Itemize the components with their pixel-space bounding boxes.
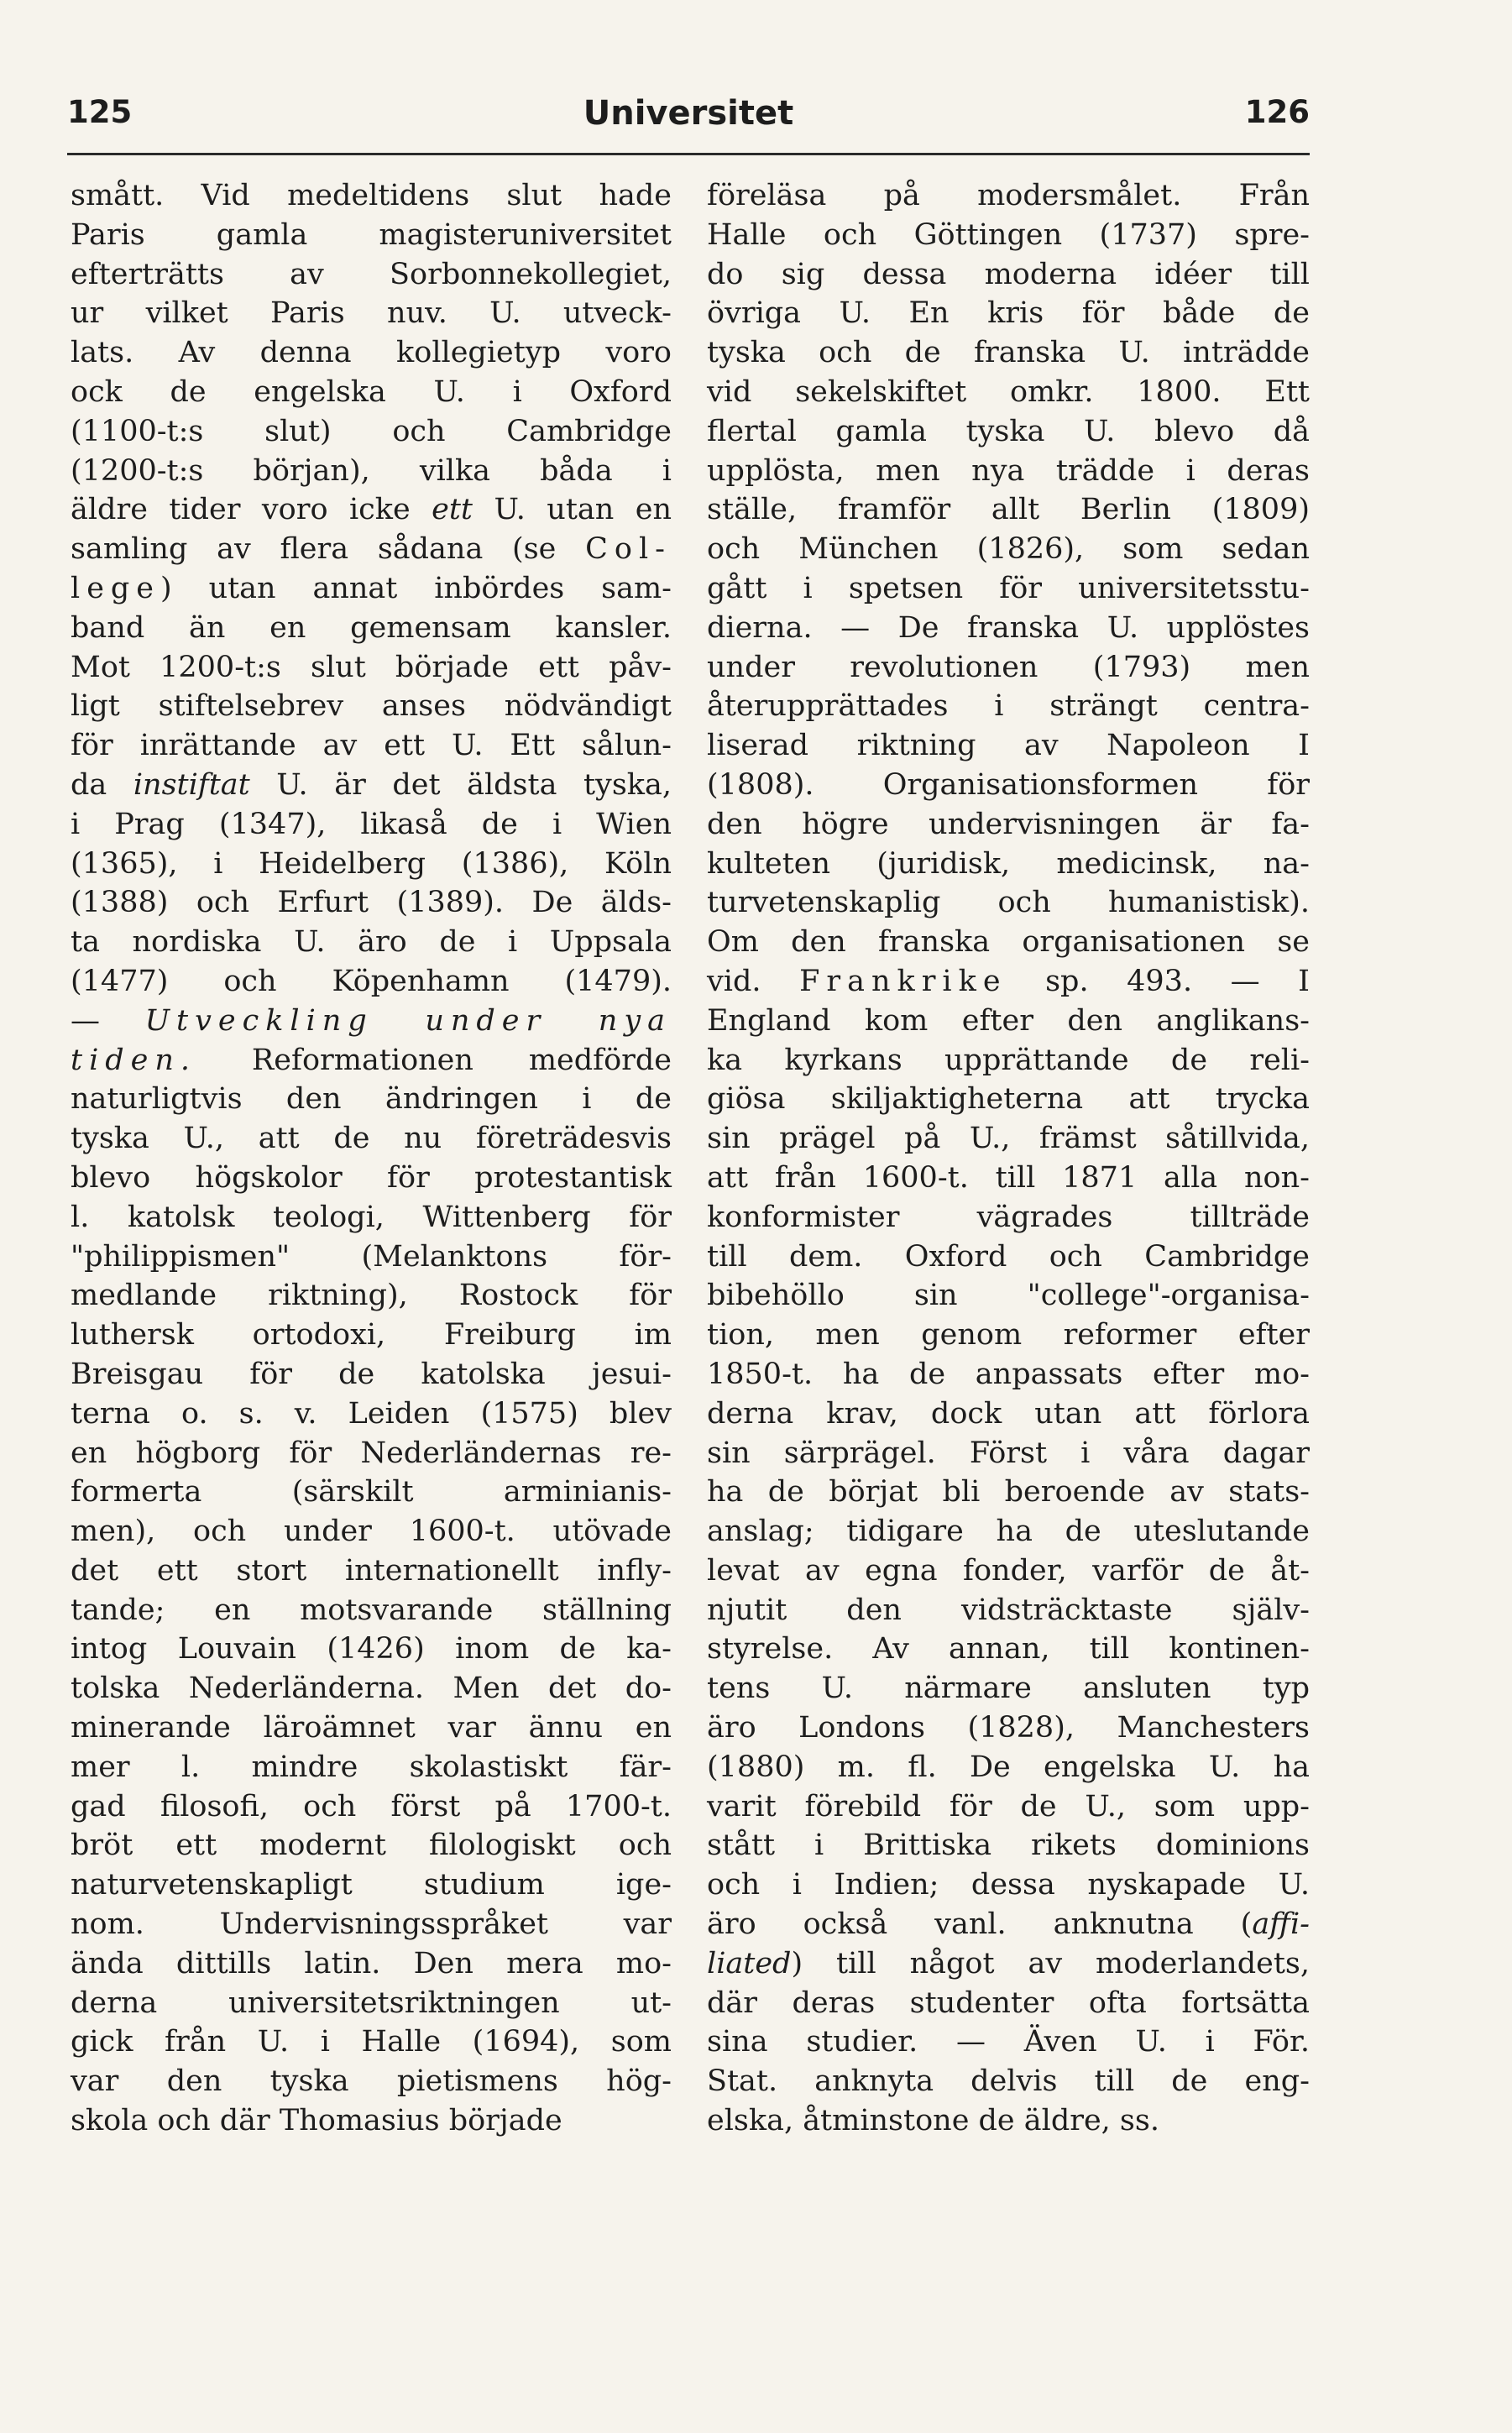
text-segment: tolska Nederländerna. Men det do-: [71, 1672, 672, 1706]
text-segment: tens U. närmare ansluten typ: [707, 1672, 1310, 1706]
text-segment: den högre undervisningen är fa-: [707, 807, 1310, 841]
text-line: [707, 1826, 1310, 1865]
text-segment: konformister vägrades tillträde: [707, 1200, 1310, 1234]
text-line: [707, 2062, 1310, 2101]
text-segment: äldre tider voro icke: [71, 493, 432, 527]
text-segment: äro Londons (1828), Manchesters: [707, 1711, 1310, 1745]
text-line: [71, 1512, 672, 1551]
text-line: [71, 1630, 672, 1669]
text-line: [71, 1002, 672, 1041]
text-line: [707, 1002, 1310, 1041]
text-line: [707, 1119, 1310, 1159]
text-line: [71, 294, 672, 333]
spaced-text: lege: [71, 571, 161, 605]
text-segment: styrelse. Av annan, till kontinen-: [707, 1632, 1310, 1666]
right-column: [707, 176, 1310, 2141]
text-segment: ur vilket Paris nuv. U. utveck-: [71, 296, 672, 331]
text-segment: band än en gemensam kansler.: [71, 610, 672, 645]
page-header: [67, 94, 1310, 141]
text-segment: smått. Vid medeltidens slut hade: [71, 179, 672, 212]
text-line: [71, 1355, 672, 1394]
text-segment: vid sekelskiftet omkr. 1800. Ett: [707, 374, 1310, 409]
text-line: [707, 255, 1310, 295]
text-line: [707, 1473, 1310, 1512]
text-line: [71, 1276, 672, 1316]
text-line: [71, 2022, 672, 2062]
text-segment: l. katolsk teologi, Wittenberg för: [71, 1200, 672, 1234]
text-segment: Breisgau för de katolska jesui-: [71, 1357, 672, 1391]
text-line: [707, 687, 1310, 726]
text-segment: föreläsa på modersmålet. Från: [707, 179, 1310, 212]
text-segment: anslag; tidigare ha de uteslutande: [707, 1515, 1310, 1549]
text-line: [707, 294, 1310, 333]
text-line: [707, 1669, 1310, 1708]
text-line: [707, 373, 1310, 412]
italic-text: instiftat: [133, 767, 250, 802]
text-segment: derna krav, dock utan att förlora: [707, 1396, 1310, 1431]
text-line: [71, 1237, 672, 1277]
text-line: [71, 648, 672, 688]
text-line: [71, 1905, 672, 1944]
text-line: [71, 1787, 672, 1827]
text-line: [71, 1473, 672, 1512]
text-segment: tyska U., att de nu företrädesvis: [71, 1122, 672, 1156]
text-segment: minerande läroämnet var ännu en: [71, 1711, 672, 1745]
text-segment: sina studier. — Även U. i För.: [707, 2025, 1310, 2059]
text-line: [707, 1591, 1310, 1630]
italic-spaced-text: Utveckling under nya: [144, 1003, 672, 1038]
text-line: [707, 530, 1310, 569]
text-segment: Reformationen medförde: [196, 1043, 672, 1077]
text-line: [707, 1355, 1310, 1394]
text-segment: ) till något av moderlandets,: [791, 1946, 1310, 1980]
text-segment: ligt stiftelsebrev anses nödvändigt: [71, 689, 672, 724]
text-line: [71, 883, 672, 923]
text-segment: sin prägel på U., främst såtillvida,: [707, 1122, 1310, 1156]
text-segment: var den tyska pietismens hög-: [71, 2064, 672, 2099]
text-line: [71, 923, 672, 962]
text-line: [707, 1198, 1310, 1237]
text-segment: (1100-t:s slut) och Cambridge: [71, 414, 672, 448]
text-line: [707, 1944, 1310, 1984]
text-segment: och München (1826), som sedan: [707, 532, 1310, 567]
text-line: [707, 1394, 1310, 1434]
text-line: [707, 452, 1310, 491]
text-segment: do sig dessa moderna idéer till: [707, 257, 1310, 291]
text-segment: vid.: [707, 964, 800, 998]
page-number-right: 126: [1244, 94, 1310, 130]
text-line: [707, 1748, 1310, 1787]
text-line: [71, 333, 672, 373]
text-segment: tyska och de franska U. inträdde: [707, 336, 1310, 370]
page-number-left: 125: [67, 94, 133, 130]
text-segment: ) utan annat inbördes sam-: [160, 571, 672, 605]
text-line: [707, 726, 1310, 766]
text-line: [71, 805, 672, 845]
text-segment: Paris gamla magisteruniversitet: [71, 217, 672, 252]
text-segment: stått i Brittiska rikets dominions: [707, 1829, 1310, 1863]
text-line: [707, 609, 1310, 648]
text-segment: för inrättande av ett U. Ett sålun-: [71, 729, 672, 763]
text-line: [707, 216, 1310, 255]
text-line: [707, 883, 1310, 923]
text-line: [707, 1159, 1310, 1198]
text-line: [71, 1669, 672, 1708]
text-segment: U. är det äldsta tyska,: [249, 767, 672, 802]
text-segment: Mot 1200-t:s slut började ett påv-: [71, 650, 672, 684]
text-segment: men), och under 1600-t. utövade: [71, 1515, 672, 1549]
italic-text: ett: [432, 493, 473, 527]
text-segment: (1477) och Köpenhamn (1479).: [71, 964, 672, 998]
text-line: [71, 569, 672, 609]
text-segment: naturvetenskapligt studium ige-: [71, 1868, 672, 1902]
text-line: [71, 2062, 672, 2101]
text-segment: (1200-t:s början), vilka båda i: [71, 453, 672, 488]
text-segment: njutit den vidsträcktaste själv-: [707, 1593, 1310, 1627]
text-segment: medlande riktning), Rostock för: [71, 1279, 672, 1313]
text-line: [71, 1591, 672, 1630]
text-line: [707, 412, 1310, 452]
text-segment: derna universitetsriktningen ut-: [71, 1986, 672, 2020]
text-segment: bröt ett modernt filologiskt och: [71, 1829, 672, 1863]
text-segment: Om den franska organisationen se: [707, 925, 1310, 960]
text-segment: 1850-t. ha de anpassats efter mo-: [707, 1357, 1310, 1391]
text-line: [71, 766, 672, 805]
text-line: [71, 1119, 672, 1159]
text-segment: terna o. s. v. Leiden (1575) blev: [71, 1396, 672, 1431]
text-segment: återupprättades i strängt centra-: [707, 689, 1310, 724]
text-line: [707, 1276, 1310, 1316]
text-segment: efterträtts av Sorbonnekollegiet,: [71, 257, 672, 291]
text-line: [71, 726, 672, 766]
text-line: [707, 1905, 1310, 1944]
text-segment: liserad riktning av Napoleon I: [707, 729, 1310, 763]
text-line: [707, 962, 1310, 1002]
text-line: [71, 490, 672, 530]
text-segment: ock de engelska U. i Oxford: [71, 374, 672, 409]
text-line: [71, 1198, 672, 1237]
text-segment: gad filosofi, och först på 1700-t.: [71, 1789, 672, 1823]
text-line: [707, 1316, 1310, 1355]
text-segment: Halle och Göttingen (1737) spre-: [707, 217, 1310, 252]
running-title: Universitet: [583, 94, 794, 133]
text-line: [707, 766, 1310, 805]
text-segment: ka kyrkans upprättande de reli-: [707, 1043, 1310, 1077]
text-segment: elska, åtminstone de äldre, ss.: [707, 2104, 1159, 2138]
text-line: [71, 1748, 672, 1787]
text-line: [707, 1237, 1310, 1277]
text-line: [707, 1630, 1310, 1669]
text-line: [707, 2022, 1310, 2062]
text-line: [71, 687, 672, 726]
text-segment: nom. Undervisningsspråket var: [71, 1907, 672, 1942]
italic-text: liated: [707, 1946, 792, 1980]
text-line: [707, 1080, 1310, 1119]
text-line: [707, 845, 1310, 884]
text-line: [71, 216, 672, 255]
text-line: [707, 569, 1310, 609]
text-segment: flertal gamla tyska U. blevo då: [707, 414, 1310, 448]
text-segment: formerta (särskilt arminianis-: [71, 1475, 672, 1510]
text-segment: varit förebild för de U., som upp-: [707, 1789, 1310, 1823]
text-line: [707, 1865, 1310, 1905]
text-segment: kulteten (juridisk, medicinsk, na-: [707, 846, 1310, 881]
spaced-text: Col-: [585, 532, 672, 567]
text-segment: Stat. anknyta delvis till de eng-: [707, 2064, 1310, 2099]
text-segment: (1388) och Erfurt (1389). De älds-: [71, 886, 672, 920]
text-segment: luthersk ortodoxi, Freiburg im: [71, 1318, 672, 1353]
spaced-text: Frankrike: [799, 964, 1007, 998]
text-line: [71, 1041, 672, 1080]
text-segment: naturligtvis den ändringen i de: [71, 1082, 672, 1117]
text-line: [707, 1434, 1310, 1473]
text-line: [71, 1826, 672, 1865]
text-segment: levat av egna fonder, varför de åt-: [707, 1553, 1310, 1588]
text-line: [71, 530, 672, 569]
text-segment: da: [71, 767, 133, 802]
text-line: [71, 1944, 672, 1984]
left-column: [71, 176, 672, 2141]
header-rule: [67, 153, 1310, 155]
text-segment: tande; en motsvarande ställning: [71, 1593, 672, 1627]
text-segment: England kom efter den anglikans-: [707, 1003, 1310, 1038]
text-segment: det ett stort internationellt infly-: [71, 1553, 672, 1588]
text-line: [707, 805, 1310, 845]
text-segment: bibehöllo sin "college"-organisa-: [707, 1279, 1310, 1313]
text-segment: (1365), i Heidelberg (1386), Köln: [71, 846, 672, 881]
text-line: [71, 412, 672, 452]
text-segment: intog Louvain (1426) inom de ka-: [71, 1632, 672, 1666]
text-segment: gått i spetsen för universitetsstu-: [707, 571, 1310, 605]
text-segment: sp. 493. — I: [1007, 964, 1311, 998]
text-segment: "philippismen" (Melanktons för-: [71, 1239, 672, 1274]
text-segment: till dem. Oxford och Cambridge: [707, 1239, 1310, 1274]
text-segment: samling av flera sådana (se: [71, 532, 586, 567]
text-line: [71, 1080, 672, 1119]
text-line: [71, 176, 672, 216]
text-line: [71, 1708, 672, 1748]
text-line: [707, 923, 1310, 962]
text-segment: ställe, framför allt Berlin (1809): [707, 493, 1310, 527]
text-line: [707, 1787, 1310, 1827]
text-line: [71, 2101, 672, 2141]
text-segment: mer l. mindre skolastiskt fär-: [71, 1750, 672, 1784]
text-segment: —: [71, 1003, 145, 1038]
italic-spaced-text: tiden.: [71, 1043, 197, 1077]
text-segment: äro också vanl. anknutna (: [707, 1907, 1253, 1942]
text-segment: skola och där Thomasius började: [71, 2104, 562, 2138]
text-line: [71, 962, 672, 1002]
text-line: [71, 845, 672, 884]
text-segment: upplösta, men nya trädde i deras: [707, 453, 1310, 488]
text-line: [707, 1512, 1310, 1551]
text-line: [71, 1865, 672, 1905]
text-line: [707, 1708, 1310, 1748]
text-line: [707, 490, 1310, 530]
text-line: [71, 1394, 672, 1434]
text-line: [71, 1551, 672, 1591]
text-line: [707, 2101, 1310, 2141]
text-segment: U. utan en: [473, 493, 672, 527]
text-line: [707, 1041, 1310, 1080]
text-line: [71, 452, 672, 491]
text-segment: giösa skiljaktigheterna att trycka: [707, 1082, 1310, 1117]
text-segment: sin särprägel. Först i våra dagar: [707, 1436, 1310, 1470]
text-line: [71, 373, 672, 412]
text-line: [71, 609, 672, 648]
text-segment: (1880) m. fl. De engelska U. ha: [707, 1750, 1310, 1784]
text-segment: där deras studenter ofta fortsätta: [707, 1986, 1310, 2020]
text-segment: under revolutionen (1793) men: [707, 650, 1310, 684]
text-line: [707, 176, 1310, 216]
text-segment: gick från U. i Halle (1694), som: [71, 2025, 672, 2059]
text-line: [71, 1434, 672, 1473]
text-segment: blevo högskolor för protestantisk: [71, 1160, 672, 1195]
text-segment: ta nordiska U. äro de i Uppsala: [71, 925, 672, 960]
text-line: [71, 255, 672, 295]
text-segment: turvetenskaplig och humanistisk).: [707, 886, 1310, 920]
text-segment: i Prag (1347), likaså de i Wien: [71, 807, 672, 841]
text-segment: dierna. — De franska U. upplöstes: [707, 610, 1310, 645]
text-line: [71, 1159, 672, 1198]
text-segment: en högborg för Nederländernas re-: [71, 1436, 672, 1470]
text-segment: och i Indien; dessa nyskapade U.: [707, 1868, 1310, 1902]
text-line: [71, 1984, 672, 2023]
text-segment: lats. Av denna kollegietyp voro: [71, 336, 672, 370]
text-line: [707, 1984, 1310, 2023]
text-segment: övriga U. En kris för både de: [707, 296, 1310, 331]
text-segment: ha de börjat bli beroende av stats-: [707, 1475, 1310, 1510]
text-segment: ända dittills latin. Den mera mo-: [71, 1946, 672, 1980]
text-segment: (1808). Organisationsformen för: [707, 767, 1310, 802]
italic-text: affi-: [1252, 1907, 1310, 1942]
text-segment: att från 1600-t. till 1871 alla non-: [707, 1160, 1310, 1195]
text-line: [707, 1551, 1310, 1591]
text-line: [707, 648, 1310, 688]
text-line: [71, 1316, 672, 1355]
text-line: [707, 333, 1310, 373]
text-segment: tion, men genom reformer efter: [707, 1318, 1310, 1353]
